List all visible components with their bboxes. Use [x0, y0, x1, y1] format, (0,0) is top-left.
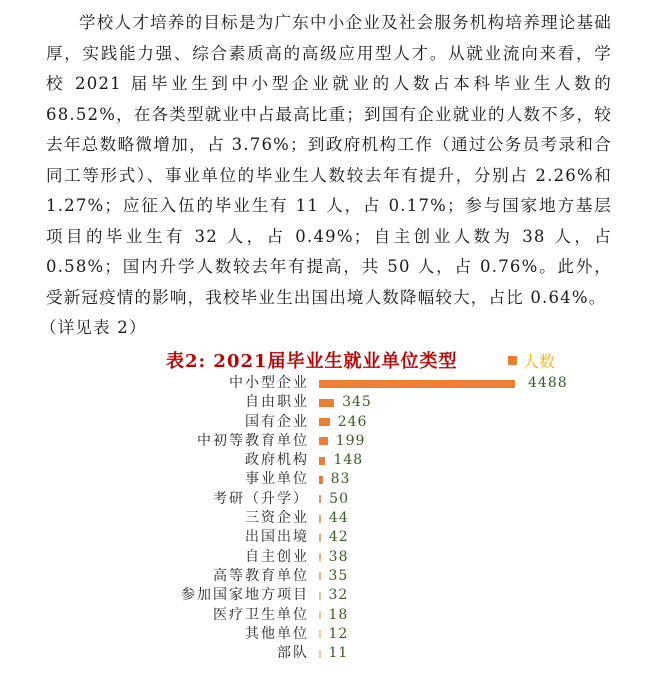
value-label: 35 — [328, 567, 349, 584]
bar — [319, 457, 325, 465]
body-paragraph — [40, 8, 612, 344]
bar — [319, 534, 321, 542]
chart-legend — [508, 349, 555, 372]
bar — [319, 572, 321, 580]
value-label: 83 — [330, 471, 351, 488]
category-label: 其他单位 — [245, 625, 309, 642]
category-label: 出国出境 — [245, 529, 309, 546]
bar — [319, 437, 328, 445]
legend-swatch-icon — [508, 356, 517, 365]
paragraph-text: 学校人才培养的目标是为广东中小企业及社会服务机构培养理论基础厚，实践能力强、综合素质高的高级应用型人才。从就业流向来看，学校 2021 届毕业生到中小型企业就业的人数占本科毕业生人数的 68.52%，在各类型就业中占最高比重；到国有企业就业的人数不多，较去年总数略微增加，占 3.76%；到政府机构工作（通过公务员考录和合同工等形式）、事业单位的毕业生人数较去年有提升，分别占 2.26%和 1.27%；应征入伍的毕业生有 11 人，占 0.17%；参与国家地方基层项目的毕业生有 32 人，占 0.49%；自主创业人数为 38 人，占 0.58%；国内升学人数较去年有提高，共 50 人，占 0.76%。此外，受新冠疫情的影响，我校毕业生出国出境人数降幅较大，占比 0.64%。 — [46, 13, 612, 307]
bar — [319, 515, 321, 523]
chart-row — [150, 393, 570, 412]
bar — [319, 476, 323, 484]
chart-row — [150, 548, 570, 567]
value-label: 246 — [337, 413, 368, 430]
chart-row — [150, 490, 570, 509]
employment-type-chart — [150, 345, 570, 675]
category-label: 高等教育单位 — [213, 567, 309, 584]
value-label: 148 — [333, 452, 364, 469]
bar — [319, 650, 321, 658]
bar — [319, 380, 515, 388]
category-label: 考研（升学） — [213, 490, 309, 507]
legend-label: 人数 — [523, 352, 556, 371]
category-label: 自由职业 — [245, 394, 309, 411]
chart-row — [150, 606, 570, 625]
chart-title: 表2: 2021届毕业生就业单位类型 — [166, 351, 458, 372]
chart-row — [150, 374, 570, 393]
chart-row — [150, 451, 570, 470]
value-label: 11 — [328, 645, 349, 662]
bar — [319, 553, 321, 561]
chart-row — [150, 413, 570, 432]
chart-row — [150, 644, 570, 663]
value-label: 199 — [335, 432, 366, 449]
chart-row — [150, 470, 570, 489]
chart-row — [150, 586, 570, 605]
bar — [319, 418, 330, 426]
bar — [319, 611, 321, 619]
chart-row — [150, 432, 570, 451]
category-label: 中小型企业 — [229, 375, 309, 391]
value-label: 44 — [328, 510, 349, 527]
bar — [319, 399, 334, 407]
chart-row — [150, 509, 570, 528]
category-label: 政府机构 — [245, 452, 309, 469]
value-label: 12 — [328, 625, 349, 642]
value-label: 32 — [328, 587, 349, 604]
value-label: 38 — [328, 548, 349, 565]
value-label: 18 — [328, 606, 349, 623]
chart-row — [150, 625, 570, 644]
category-label: 自主创业 — [245, 548, 309, 565]
category-label: 国有企业 — [245, 413, 309, 430]
chart-row — [150, 528, 570, 547]
value-label: 4488 — [528, 375, 568, 391]
category-label: 三资企业 — [245, 510, 309, 527]
value-label: 50 — [329, 490, 349, 507]
chart-rows — [150, 374, 570, 663]
category-label: 部队 — [277, 645, 309, 662]
category-label: 医疗卫生单位 — [213, 606, 309, 623]
value-label: 42 — [328, 529, 349, 546]
category-label: 参加国家地方项目 — [181, 587, 309, 604]
chart-row — [150, 567, 570, 586]
value-label: 345 — [342, 394, 372, 411]
category-label: 中初等教育单位 — [197, 432, 309, 449]
table-reference: （详见表 2） — [40, 318, 147, 337]
category-label: 事业单位 — [245, 471, 309, 488]
bar — [319, 592, 321, 600]
bar — [319, 630, 321, 638]
bar — [319, 495, 321, 503]
